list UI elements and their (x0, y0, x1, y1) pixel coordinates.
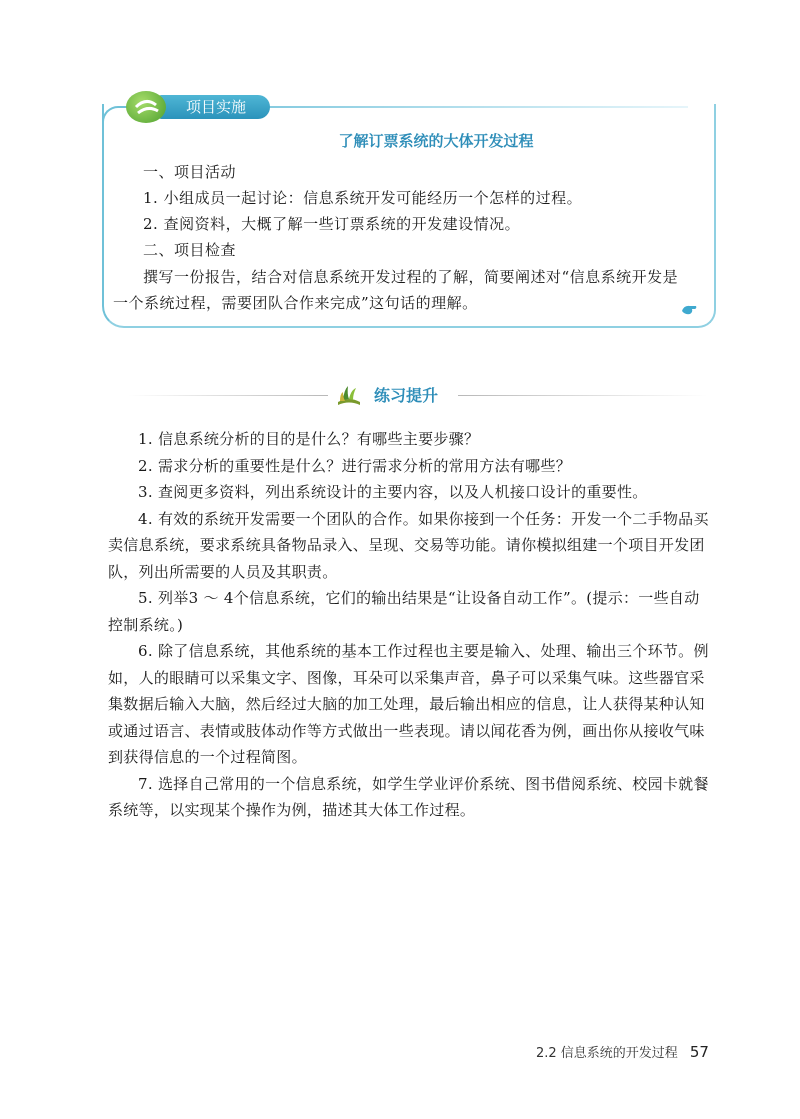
exercise-item: 6. 除了信息系统，其他系统的基本工作过程也主要是输入、处理、输出三个环节。例如，人的眼睛可以采集文字、图像，耳朵可以采集声音，鼻子可以采集气味。这些器官采集数据后输入大脑，然后经过大脑的加工处理，最后输出相应的信息，让人获得某种认知或通过语言、表情或肢体动作等方式做出一些表现。请以闻花香为例，画出你从接收气味到获得信息的一个过程简图。 (108, 642, 709, 766)
page-number: 57 (689, 1043, 709, 1061)
project-line: 一个系统过程，需要团队合作来完成”这句话的理解。 (113, 294, 478, 312)
footer-section-title: 2.2 信息系统的开发过程 (536, 1046, 678, 1061)
exercise-item: 2. 需求分析的重要性是什么？进行需求分析的常用方法有哪些？ (138, 456, 572, 475)
section-divider-right (458, 395, 708, 396)
page-footer (536, 1042, 709, 1061)
exercise-list (108, 426, 712, 824)
exercise-item: 7. 选择自己常用的一个信息系统，如学生学业评价系统、图书借阅系统、校园卡就餐系统等，以实现某个操作为例，描述其大体工作过程。 (108, 774, 709, 819)
project-line: 撰写一份报告，结合对信息系统开发过程的了解，简要阐述对“信息系统开发是 (143, 268, 679, 286)
section-divider-left (128, 395, 328, 396)
project-line: 一、项目活动 (143, 163, 237, 181)
project-box-top-line (268, 106, 688, 108)
project-badge-icon (126, 91, 166, 123)
exercise-item: 4. 有效的系统开发需要一个团队的合作。如果你接到一个任务：开发一个二手物品买卖信息系统，要求系统具备物品录入、呈现、交易等功能。请你模拟组建一个项目开发团队，列出所需要的人员及其职责。 (108, 509, 709, 581)
exercise-item: 5. 列举3 ～ 4个信息系统，它们的输出结果是“让设备自动工作”。(提示：一些自动控制系统。) (108, 589, 700, 634)
exercise-section-title: 练习提升 (374, 386, 439, 405)
project-line: 2. 查阅资料，大概了解一些订票系统的开发建设情况。 (143, 215, 521, 233)
project-badge-label: 项目实施 (158, 95, 270, 119)
project-title: 了解订票系统的大体开发过程 (338, 132, 534, 150)
hand-pointer-icon (680, 302, 698, 316)
project-badge (126, 91, 274, 123)
exercise-section-icon (334, 380, 364, 410)
exercise-item: 3. 查阅更多资料，列出系统设计的主要内容，以及人机接口设计的重要性。 (138, 483, 648, 501)
exercise-item: 1. 信息系统分析的目的是什么？有哪些主要步骤？ (138, 430, 480, 448)
project-line: 1. 小组成员一起讨论：信息系统开发可能经历一个怎样的过程。 (143, 189, 583, 207)
project-line: 二、项目检查 (143, 241, 237, 259)
